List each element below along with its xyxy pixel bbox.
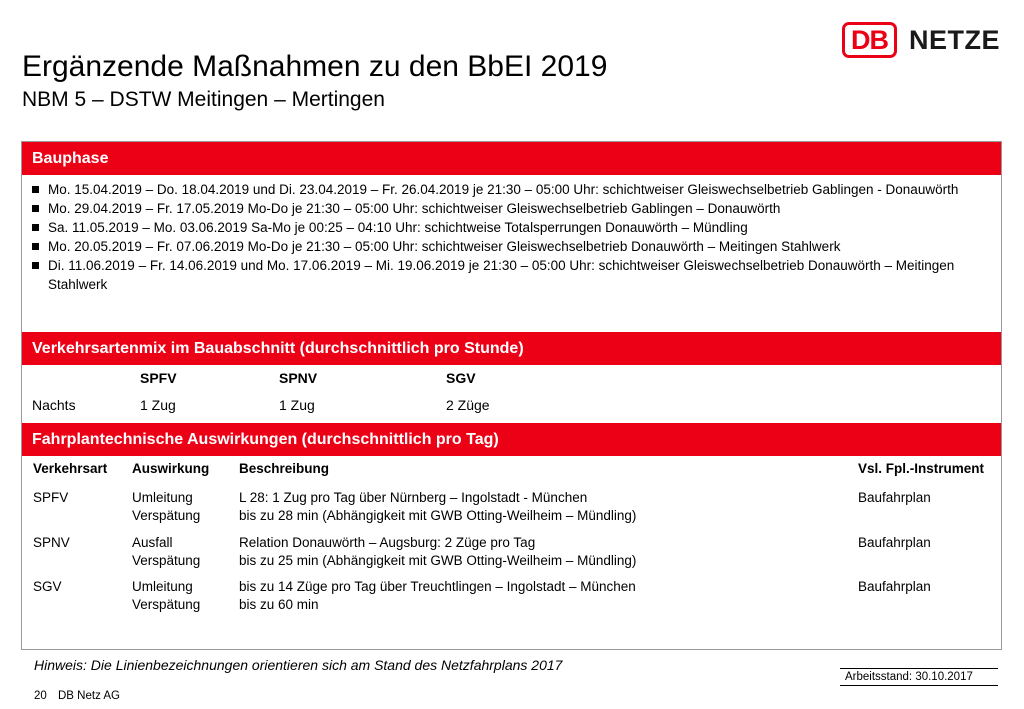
page-title: Ergänzende Maßnahmen zu den BbEI 2019 xyxy=(22,50,608,83)
mix-value-spfv: 1 Zug xyxy=(140,397,176,413)
db-netze-logo xyxy=(842,20,1000,60)
mix-value-sgv: 2 Züge xyxy=(446,397,490,413)
instrument: Baufahrplan xyxy=(858,490,931,505)
list-item: Di. 11.06.2019 – Fr. 14.06.2019 und Mo. 17.06.2019 – Mi. 19.06.2019 je 21:30 – 05:00 Uhr: schichtweiser Gleiswechselbetrieb Donauwörth – Meitingen Stahlwerk xyxy=(30,256,989,294)
verkehrsart: SPNV xyxy=(33,535,70,550)
col-auswirkung: Auswirkung xyxy=(132,461,210,476)
beschreibung: L 28: 1 Zug pro Tag über Nürnberg – Ingolstadt - München xyxy=(239,490,588,505)
bauphase-list xyxy=(30,180,989,294)
beschreibung: bis zu 14 Züge pro Tag über Treuchtlingen – Ingolstadt – München xyxy=(239,579,636,594)
col-instrument: Vsl. Fpl.-Instrument xyxy=(858,461,985,476)
content-box xyxy=(21,141,1002,650)
beschreibung: bis zu 60 min xyxy=(239,597,319,612)
page-number: 20 xyxy=(34,690,47,702)
auswirkung: Umleitung xyxy=(132,490,193,505)
verkehrsart: SGV xyxy=(33,579,62,594)
db-logo-mark: DB xyxy=(842,22,897,58)
mix-col-sgv: SGV xyxy=(446,370,476,386)
beschreibung: bis zu 28 min (Abhängigkeit mit GWB Otting-Weilheim – Mündling) xyxy=(239,508,637,523)
list-item: Mo. 15.04.2019 – Do. 18.04.2019 und Di. 23.04.2019 – Fr. 26.04.2019 je 21:30 – 05:00 Uhr: schichtweiser Gleiswechselbetrieb Gablingen - Donauwörth xyxy=(30,180,989,199)
list-item: Sa. 11.05.2019 – Mo. 03.06.2019 Sa-Mo je 00:25 – 04:10 Uhr: schichtweise Totalsperrungen Donauwörth – Mündling xyxy=(30,218,989,237)
mix-col-spfv: SPFV xyxy=(140,370,177,386)
arbeitsstand: Arbeitsstand: 30.10.2017 xyxy=(845,671,973,683)
instrument: Baufahrplan xyxy=(858,579,931,594)
auswirkung: Ausfall xyxy=(132,535,173,550)
list-item: Mo. 20.05.2019 – Fr. 07.06.2019 Mo-Do je 21:30 – 05:00 Uhr: schichtweiser Gleiswechselbetrieb Donauwörth – Meitingen Stahlwerk xyxy=(30,237,989,256)
divider xyxy=(840,668,998,669)
auswirkung: Verspätung xyxy=(132,508,201,523)
verkehrsmix-heading: Verkehrsartenmix im Bauabschnitt (durchschnittlich pro Stunde) xyxy=(22,332,1001,365)
footer xyxy=(34,690,128,702)
beschreibung: Relation Donauwörth – Augsburg: 2 Züge pro Tag xyxy=(239,535,536,550)
mix-value-spnv: 1 Zug xyxy=(279,397,315,413)
beschreibung: bis zu 25 min (Abhängigkeit mit GWB Otting-Weilheim – Mündling) xyxy=(239,553,637,568)
mix-col-spnv: SPNV xyxy=(279,370,318,386)
auswirkung: Verspätung xyxy=(132,597,201,612)
col-verkehrsart: Verkehrsart xyxy=(33,461,108,476)
hint-note: Hinweis: Die Linienbezeichnungen orientieren sich am Stand des Netzfahrplans 2017 xyxy=(34,657,563,673)
auswirkung: Verspätung xyxy=(132,553,201,568)
verkehrsart: SPFV xyxy=(33,490,69,505)
col-beschreibung: Beschreibung xyxy=(239,461,330,476)
divider xyxy=(840,685,998,686)
list-item: Mo. 29.04.2019 – Fr. 17.05.2019 Mo-Do je 21:30 – 05:00 Uhr: schichtweiser Gleiswechselbetrieb Gablingen – Donauwörth xyxy=(30,199,989,218)
auswirkung: Umleitung xyxy=(132,579,193,594)
mix-row-label: Nachts xyxy=(32,397,76,413)
fahrplan-heading: Fahrplantechnische Auswirkungen (durchschnittlich pro Tag) xyxy=(22,423,1001,456)
instrument: Baufahrplan xyxy=(858,535,931,550)
page-subtitle: NBM 5 – DSTW Meitingen – Mertingen xyxy=(22,88,385,111)
company-name: DB Netz AG xyxy=(58,690,120,702)
netze-wordmark: NETZE xyxy=(909,24,1001,55)
bauphase-heading: Bauphase xyxy=(22,142,1001,175)
